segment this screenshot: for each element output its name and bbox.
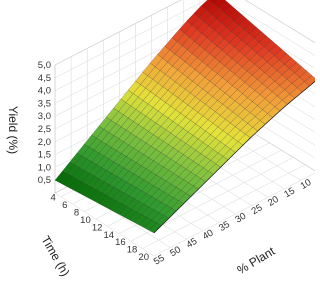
yield-tick-label: 3,0: [37, 111, 51, 123]
time-tick-label: 20: [138, 252, 149, 263]
plant-tick-label: 40: [200, 227, 216, 243]
plant-tick-label: 25: [249, 202, 265, 218]
yield-axis-title: Yield (%): [6, 105, 20, 155]
yield-tick-label: 2,0: [37, 136, 51, 148]
plant-tick-label: 50: [168, 244, 183, 260]
time-tick-label: 8: [73, 207, 80, 219]
plant-tick-label: 55: [151, 252, 167, 268]
time-tick-label: 12: [91, 222, 103, 234]
yield-tick-label: 2,5: [37, 124, 51, 135]
yield-tick-label: 1,0: [37, 162, 51, 174]
time-tick-label: 18: [126, 244, 138, 256]
time-tick-label: 4: [50, 192, 56, 204]
yield-tick-label: 4,5: [37, 72, 51, 84]
plant-tick-label: 20: [265, 193, 281, 209]
time-tick-label: 14: [103, 229, 115, 241]
time-tick-label: 16: [115, 237, 126, 249]
time-axis-title: Time (h): [38, 233, 73, 279]
time-tick-label: 10: [80, 214, 91, 226]
plant-tick-label: 35: [217, 219, 232, 234]
time-tick-label: 6: [62, 200, 68, 212]
plant-tick-label: 30: [233, 210, 249, 226]
yield-tick-label: 5,0: [37, 60, 51, 71]
yield-tick-label: 3,5: [37, 98, 51, 110]
yield-axis-ticks: [38, 60, 51, 186]
plant-axis-title: % Plant: [234, 243, 278, 278]
yield-tick-label: 1,5: [37, 149, 51, 161]
plant-tick-label: 10: [298, 177, 314, 192]
yield-tick-label: 0,5: [37, 175, 51, 187]
plant-tick-label: 45: [184, 235, 200, 251]
plant-tick-label: 15: [282, 185, 298, 201]
yield-tick-label: 4,0: [37, 85, 51, 97]
